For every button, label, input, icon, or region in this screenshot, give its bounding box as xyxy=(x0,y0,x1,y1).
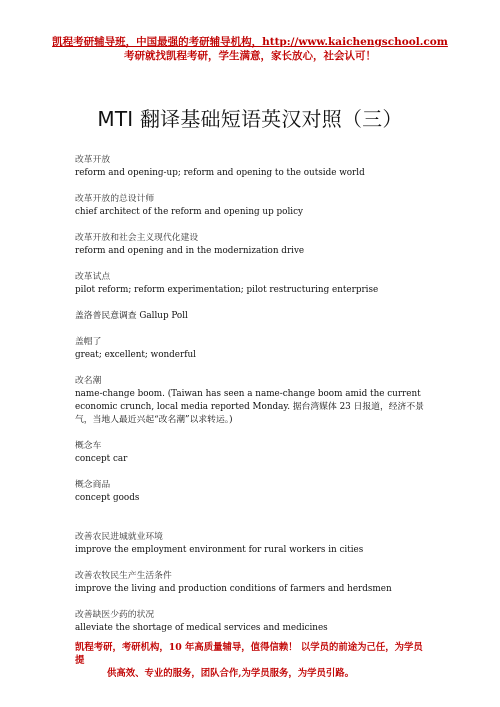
document-title: MTI 翻译基础短语英汉对照（三） xyxy=(97,107,403,131)
phrase-chinese: 改革试点 xyxy=(75,272,111,282)
phrase-english: reform and opening and in the modernization drive xyxy=(75,246,305,256)
promo-footer-line: 供高效、专业的服务，团队合作,为学员服务，为学员引路。 xyxy=(107,668,355,679)
phrase-entry xyxy=(75,232,427,258)
phrase-entry xyxy=(75,336,427,362)
phrase-english: improve the employment environment for rural workers in cities xyxy=(75,545,364,555)
phrase-entry xyxy=(75,271,427,297)
phrase-english: reform and opening-up; reform and opening to the outside world xyxy=(75,168,365,178)
phrase-entry xyxy=(75,531,427,557)
promo-header-link[interactable]: 凯程考研辅导班，中国最强的考研辅导机构，http://www.kaichengschool.com xyxy=(52,36,448,48)
phrase-english: great; excellent; wonderful xyxy=(75,350,196,360)
phrase-chinese: 改革开放和社会主义现代化建设 xyxy=(75,233,199,243)
phrase-entry xyxy=(75,154,427,180)
phrase-entry xyxy=(75,375,427,427)
phrase-chinese: 改善农民进城就业环境 xyxy=(75,532,163,542)
phrase-entry xyxy=(75,440,427,466)
phrase-chinese: 概念车 xyxy=(75,441,102,451)
phrase-entry xyxy=(75,479,427,505)
phrase-chinese: 概念商品 xyxy=(75,480,111,490)
phrase-chinese: 改名潮 xyxy=(75,376,102,386)
promo-footer xyxy=(75,641,427,680)
phrase-entry xyxy=(75,609,427,635)
phrase-english: name-change boom. (Taiwan has seen a name-change boom amid the current economic crunch, local media reported Monday. 据台湾媒体 23 日报道，经济不景气，当地人最近兴起“改名潮”以求转运。) xyxy=(75,389,424,425)
phrase-entry xyxy=(75,193,427,219)
promo-header-slogan: 考研就找凯程考研，学生满意，家长放心，社会认可！ xyxy=(124,49,376,62)
phrase-chinese: 改善农牧民生产生活条件 xyxy=(75,571,172,581)
phrase-combined: 盖洛普民意调查 Gallup Poll xyxy=(75,311,188,321)
phrase-chinese: 改革开放的总设计师 xyxy=(75,194,155,204)
phrase-chinese: 改革开放 xyxy=(75,155,111,165)
phrase-entry xyxy=(75,310,427,323)
phrase-entry xyxy=(75,570,427,596)
phrase-english: concept goods xyxy=(75,493,140,503)
promo-footer-line: 凯程考研，考研机构，10 年高质量辅导，值得信赖！ 以学员的前途为己任，为学员提 xyxy=(75,642,423,666)
phrase-english: chief architect of the reform and opening up policy xyxy=(75,207,303,217)
phrase-chinese: 盖帽了 xyxy=(75,337,102,347)
phrase-english: concept car xyxy=(75,454,128,464)
phrase-list xyxy=(75,154,427,635)
phrase-english: improve the living and production conditions of farmers and herdsmen xyxy=(75,584,392,594)
promo-header xyxy=(0,36,500,63)
phrase-chinese: 改善缺医少药的状况 xyxy=(75,610,155,620)
phrase-english: alleviate the shortage of medical services and medicines xyxy=(75,623,328,633)
phrase-english: pilot reform; reform experimentation; pilot restructuring enterprise xyxy=(75,285,379,295)
